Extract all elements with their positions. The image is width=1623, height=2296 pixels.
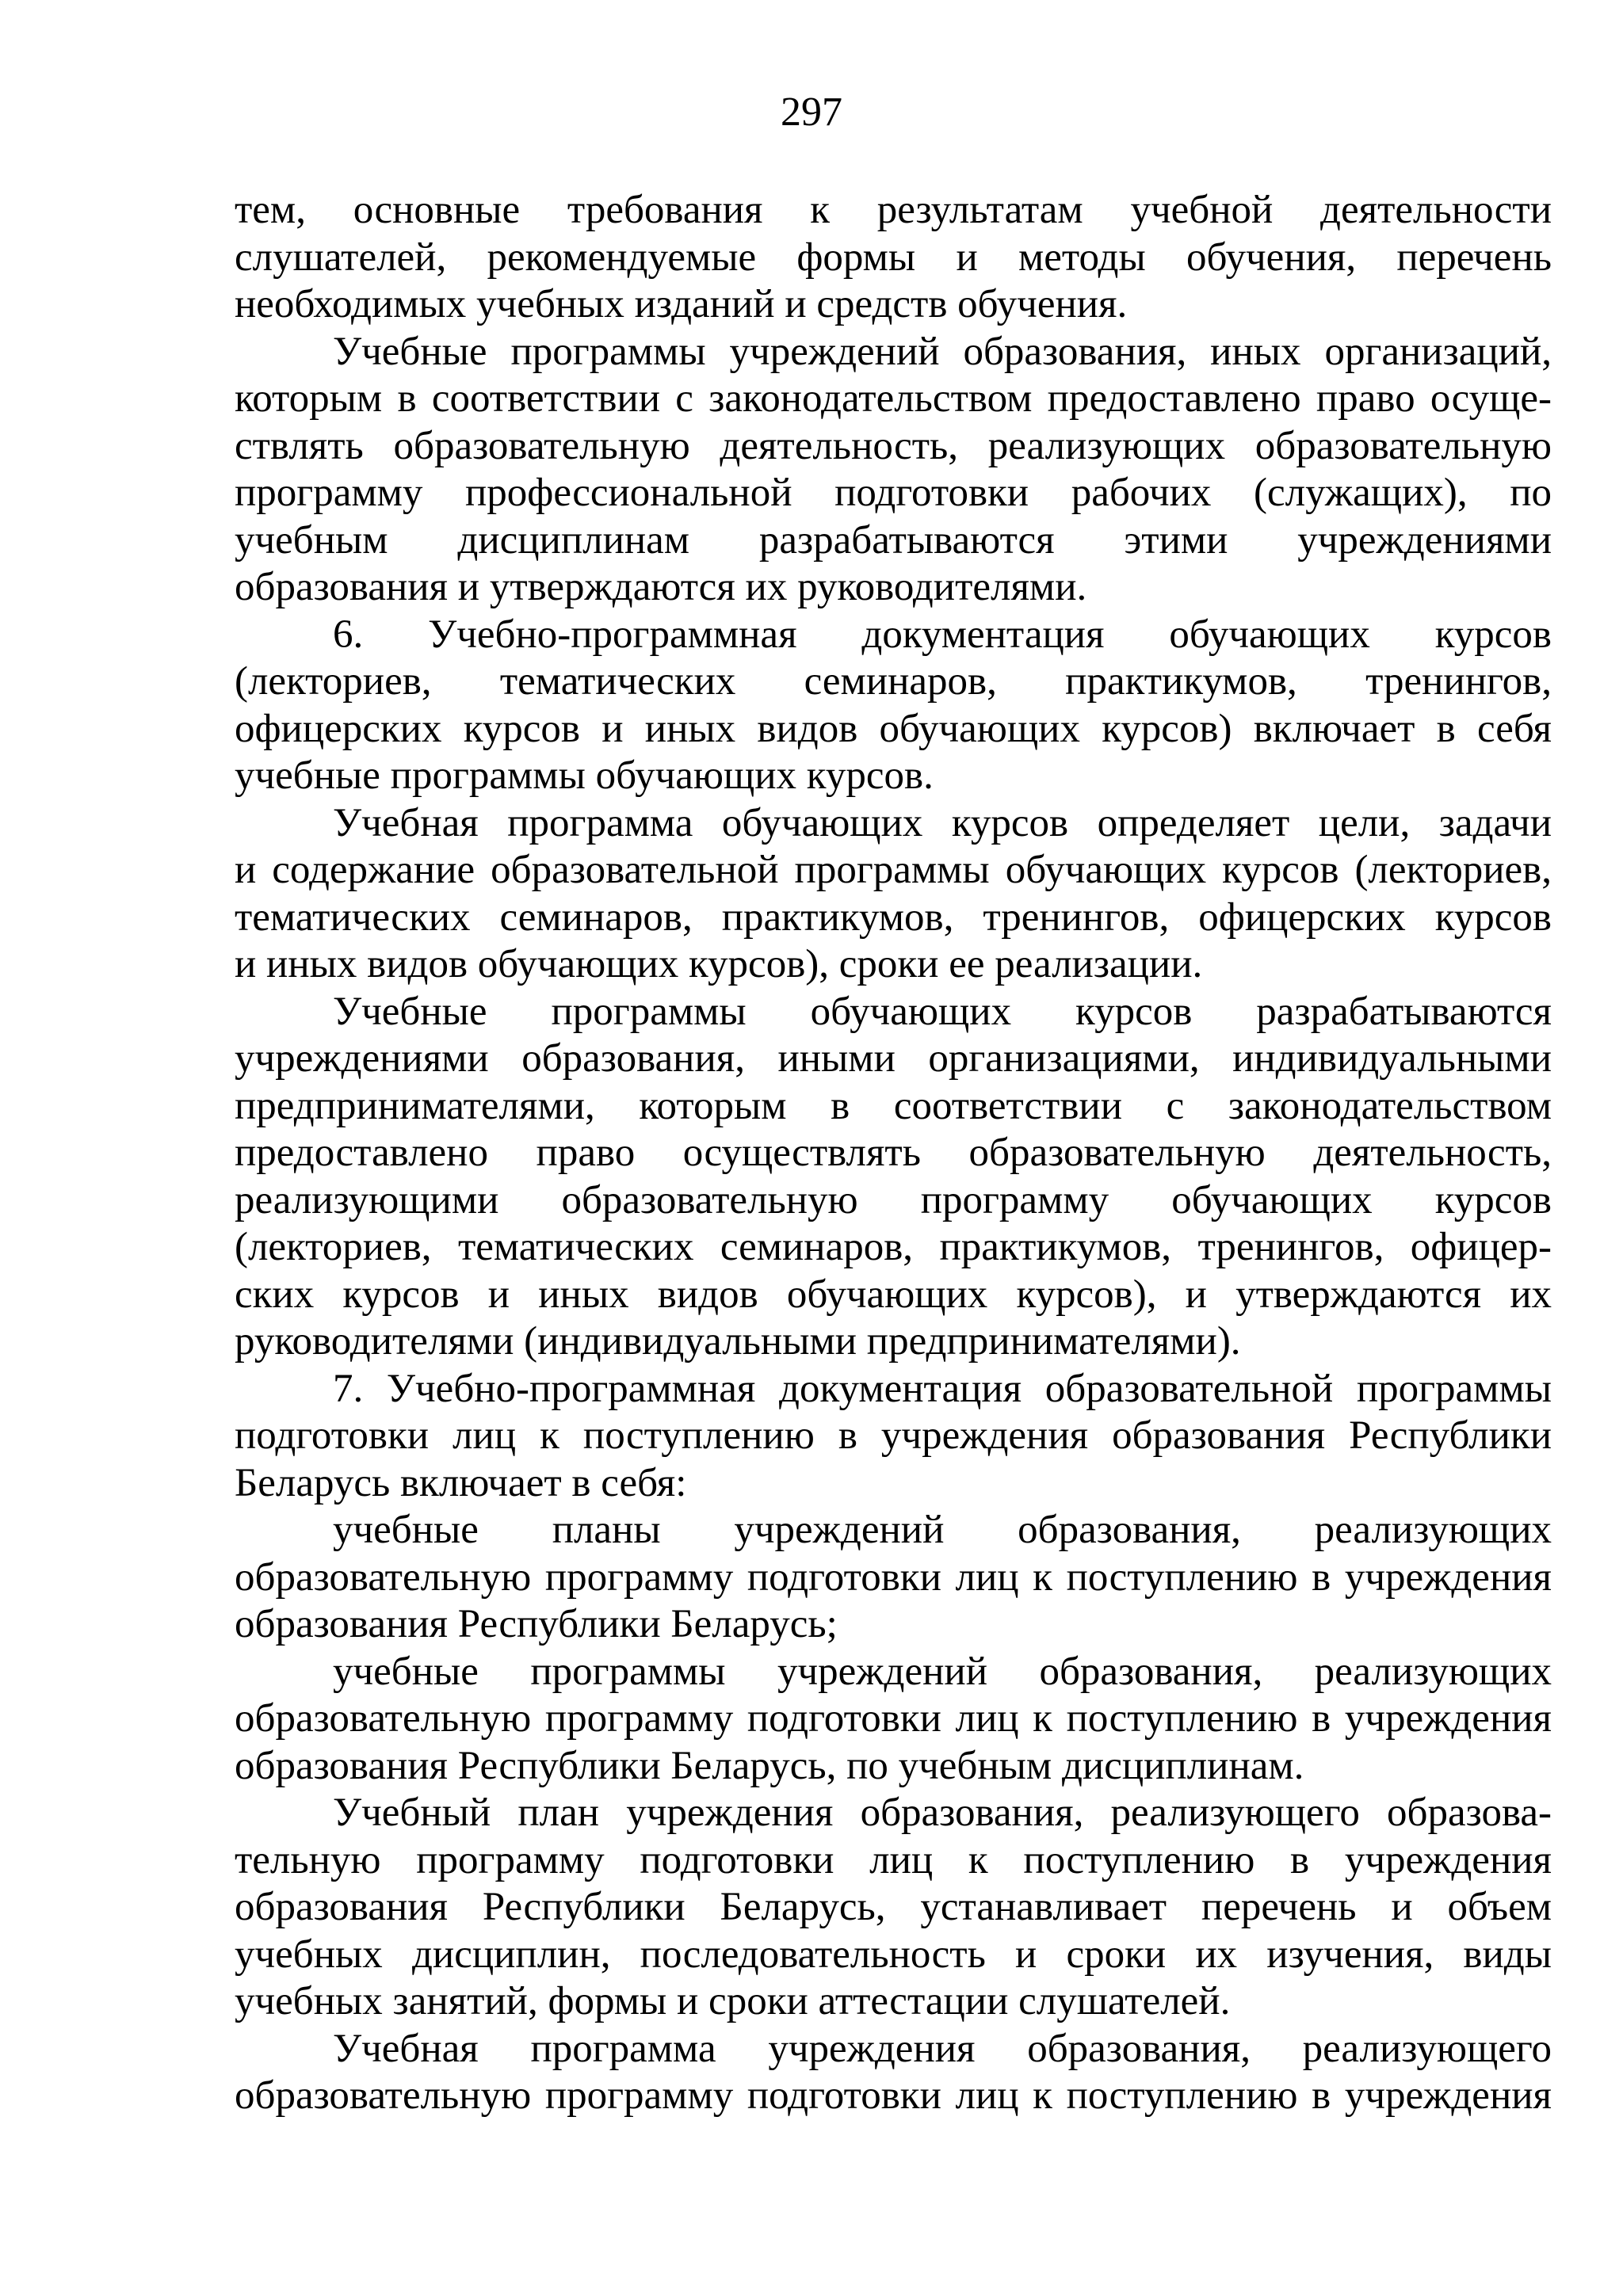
text-line: подготовки лиц к поступлению в учреждения образования Республики bbox=[235, 1413, 1552, 1458]
paragraph bbox=[235, 989, 1552, 1366]
text-line: руководителями (индивидуальными предпринимателями). bbox=[235, 1319, 1241, 1363]
text-line: ствлять образовательную деятельность, реализующих образовательную bbox=[235, 423, 1552, 468]
text-line: образовательную программу подготовки лиц к поступлению в учреждения bbox=[235, 2073, 1552, 2118]
text-line: образовательную программу подготовки лиц к поступлению в учреждения bbox=[235, 1554, 1552, 1600]
text-line: учебных дисциплин, последовательность и сроки их изучения, виды bbox=[235, 1932, 1552, 1977]
text-line: ских курсов и иных видов обучающих курсов), и утверждаются их bbox=[235, 1272, 1552, 1317]
paragraph bbox=[235, 1507, 1552, 1649]
page-number: 297 bbox=[781, 90, 842, 135]
text-line: реализующими образовательную программу обучающих курсов bbox=[235, 1177, 1552, 1222]
text-line: слушателей, рекомендуемые формы и методы обучения, перечень bbox=[235, 235, 1552, 280]
text-line: которым в соответствии с законодательством предоставлено право осуще- bbox=[235, 376, 1552, 421]
text-line: (лекториев, тематических семинаров, практикумов, тренингов, офицер- bbox=[235, 1225, 1552, 1269]
text-line: 7. Учебно-программная документация образовательной программы bbox=[333, 1366, 1552, 1411]
text-line: офицерских курсов и иных видов обучающих курсов) включает в себя bbox=[235, 706, 1552, 751]
text-line: Учебные программы обучающих курсов разрабатываются bbox=[333, 989, 1552, 1034]
text-line: образования Республики Беларусь, по учебным дисциплинам. bbox=[235, 1743, 1304, 1788]
text-line: Учебный план учреждения образования, реализующего образова- bbox=[333, 1791, 1552, 1835]
text-line: и содержание образовательной программы обучающих курсов (лекториев, bbox=[235, 848, 1552, 892]
text-line: образования и утверждаются их руководителями. bbox=[235, 565, 1087, 609]
text-line: тем, основные требования к результатам учебной деятельности bbox=[235, 188, 1552, 232]
text-line: и иных видов обучающих курсов), сроки ее реализации. bbox=[235, 942, 1203, 986]
text-line: учебные программы учреждений образования, реализующих bbox=[333, 1649, 1552, 1694]
text-line: образования Республики Беларусь, устанавливает перечень и объем bbox=[235, 1885, 1552, 1929]
text-line: образования Республики Беларусь; bbox=[235, 1602, 838, 1646]
text-line: тельную программу подготовки лиц к поступлению в учреждения bbox=[235, 1837, 1552, 1882]
text-line: учебных занятий, формы и сроки аттестации слушателей. bbox=[235, 1979, 1231, 2023]
text-line: учебным дисциплинам разрабатываются этими учреждениями bbox=[235, 517, 1552, 563]
text-line: предпринимателями, которым в соответствии с законодательством bbox=[235, 1083, 1552, 1128]
paragraph bbox=[235, 1366, 1552, 1508]
paragraph bbox=[235, 1649, 1552, 1791]
text-line: Беларусь включает в себя: bbox=[235, 1460, 687, 1505]
text-line: Учебная программа учреждения образования, реализующего bbox=[333, 2026, 1552, 2071]
paragraph bbox=[235, 800, 1552, 989]
text-line: Учебные программы учреждений образования, иных организаций, bbox=[333, 329, 1552, 374]
paragraph bbox=[235, 329, 1552, 612]
paragraph bbox=[235, 612, 1552, 800]
text-line: учреждениями образования, иными организациями, индивидуальными bbox=[235, 1036, 1552, 1081]
text-line: образовательную программу подготовки лиц к поступлению в учреждения bbox=[235, 1696, 1552, 1741]
text-line: 6. Учебно-программная документация обучающих курсов bbox=[333, 612, 1552, 657]
paragraph bbox=[235, 2026, 1552, 2120]
paragraph bbox=[235, 187, 1552, 329]
text-line: программу профессиональной подготовки рабочих (служащих), по bbox=[235, 471, 1552, 515]
text-line: необходимых учебных изданий и средств обучения. bbox=[235, 282, 1128, 326]
text-line: (лекториев, тематических семинаров, практикумов, тренингов, bbox=[235, 659, 1552, 704]
paragraph bbox=[235, 1790, 1552, 2026]
document-body bbox=[235, 187, 1552, 2120]
text-line: учебные программы обучающих курсов. bbox=[235, 753, 934, 798]
text-line: тематических семинаров, практикумов, тренингов, офицерских курсов bbox=[235, 894, 1552, 940]
text-line: учебные планы учреждений образования, реализующих bbox=[333, 1508, 1552, 1552]
text-line: предоставлено право осуществлять образовательную деятельность, bbox=[235, 1131, 1552, 1175]
text-line: Учебная программа обучающих курсов определяет цели, задачи bbox=[333, 800, 1552, 845]
